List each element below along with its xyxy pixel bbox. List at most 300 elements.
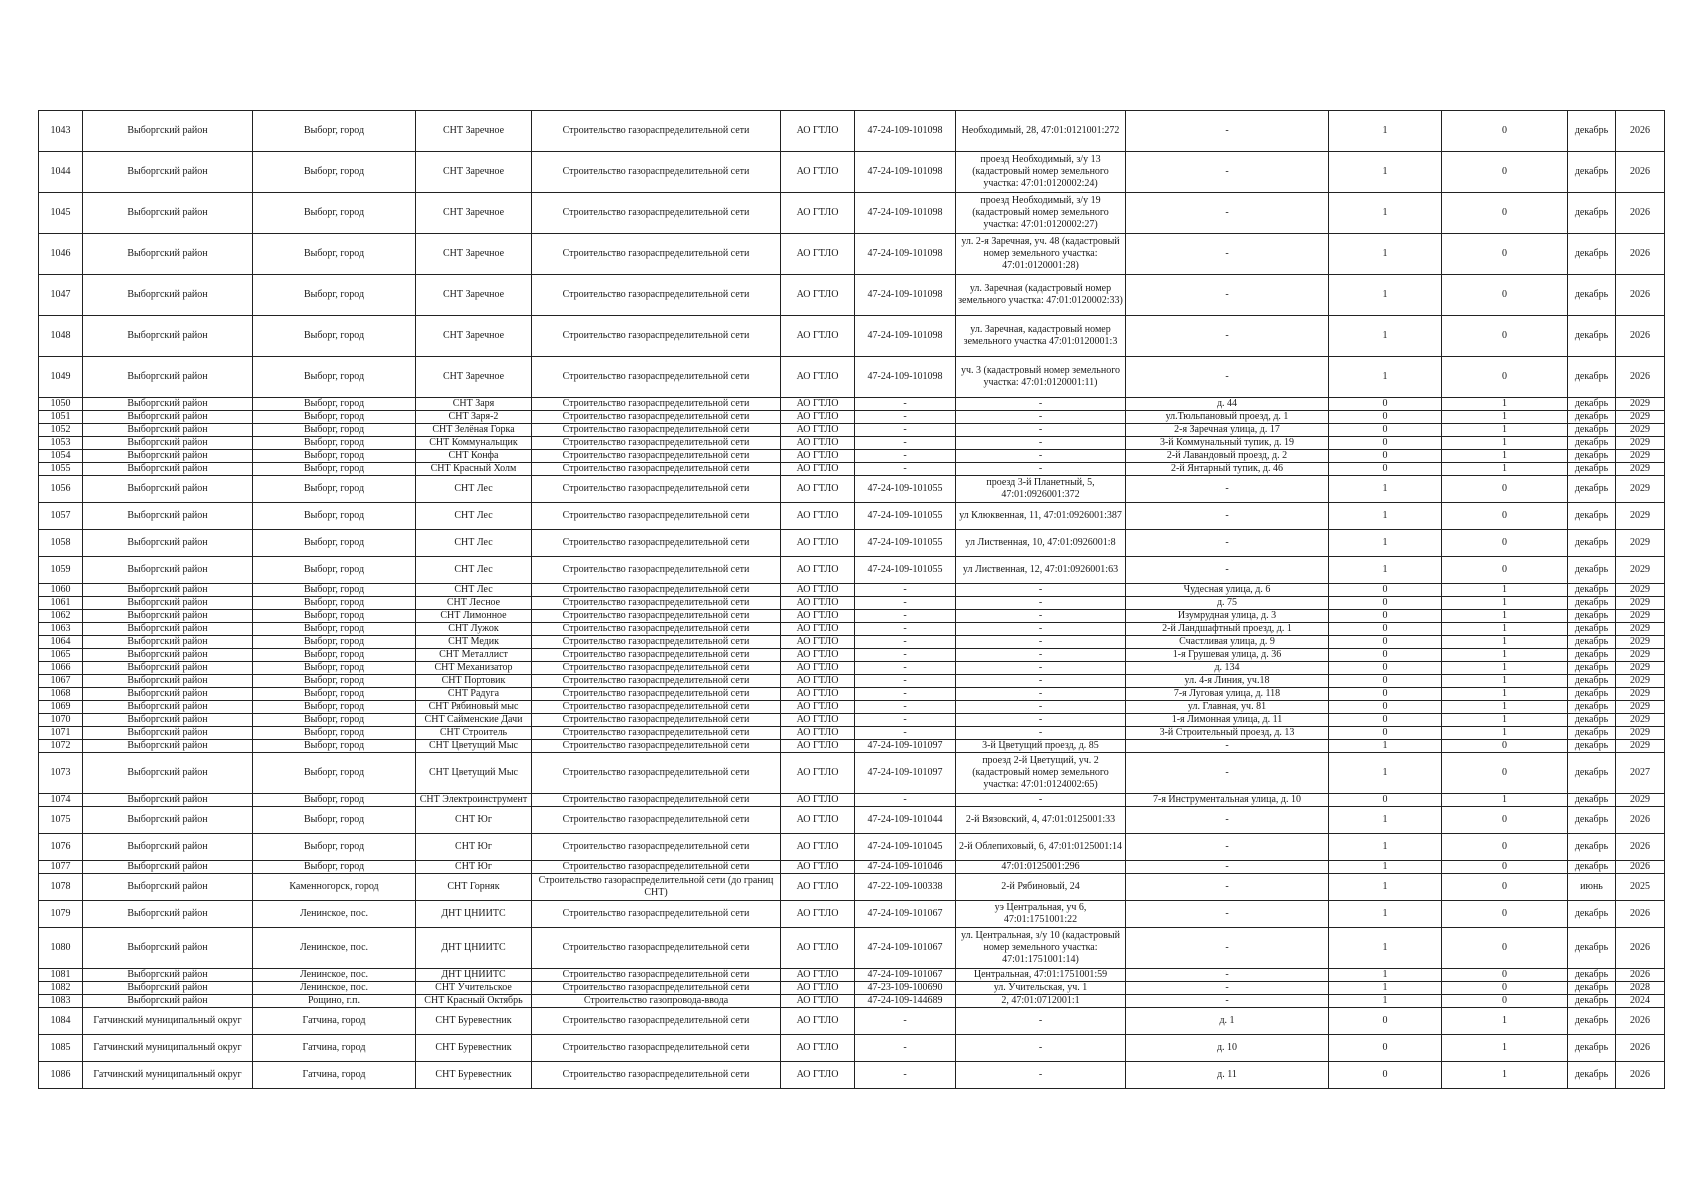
table-row [39, 398, 1665, 411]
cell-month: июнь [1568, 874, 1616, 901]
cell-snt-name: ДНТ ЦНИИТС [416, 928, 532, 969]
cell-tu-number: - [855, 584, 956, 597]
cell-work-type: Строительство газораспределительной сети [532, 794, 781, 807]
cell-month: декабрь [1568, 503, 1616, 530]
table-row [39, 557, 1665, 584]
table-row [39, 982, 1665, 995]
cell-count-b: 0 [1442, 152, 1568, 193]
table-row [39, 111, 1665, 152]
table-row [39, 727, 1665, 740]
cell-settlement: Выборг, город [253, 753, 416, 794]
cell-count-b: 0 [1442, 807, 1568, 834]
cell-count-b: 1 [1442, 649, 1568, 662]
cell-row-number: 1045 [39, 193, 83, 234]
cell-tu-number: - [855, 424, 956, 437]
cell-cadastral-address: - [956, 610, 1126, 623]
cell-cadastral-address: - [956, 727, 1126, 740]
cell-tu-number: - [855, 649, 956, 662]
cell-snt-name: СНТ Лес [416, 557, 532, 584]
cell-cadastral-address: - [956, 411, 1126, 424]
cell-tu-number: 47-24-109-101097 [855, 740, 956, 753]
cell-year: 2029 [1616, 794, 1665, 807]
cell-count-a: 0 [1329, 714, 1442, 727]
cell-count-b: 1 [1442, 794, 1568, 807]
cell-cadastral-address: - [956, 424, 1126, 437]
cell-tu-number: - [855, 1062, 956, 1089]
cell-work-type: Строительство газораспределительной сети [532, 152, 781, 193]
cell-year: 2029 [1616, 727, 1665, 740]
cell-row-number: 1060 [39, 584, 83, 597]
table-row [39, 1062, 1665, 1089]
cell-organization: АО ГТЛО [781, 1008, 855, 1035]
cell-settlement: Выборг, город [253, 740, 416, 753]
cell-row-number: 1083 [39, 995, 83, 1008]
table-row [39, 928, 1665, 969]
cell-year: 2029 [1616, 701, 1665, 714]
cell-cadastral-address: - [956, 1062, 1126, 1089]
cell-count-a: 1 [1329, 316, 1442, 357]
cell-work-type: Строительство газораспределительной сети [532, 357, 781, 398]
cell-count-a: 0 [1329, 463, 1442, 476]
cell-address: - [1126, 982, 1329, 995]
cell-settlement: Выборг, город [253, 424, 416, 437]
cell-month: декабрь [1568, 1062, 1616, 1089]
cell-work-type: Строительство газораспределительной сети [532, 610, 781, 623]
table-row [39, 411, 1665, 424]
cell-work-type: Строительство газораспределительной сети [532, 701, 781, 714]
cell-cadastral-address: ул. Заречная, кадастровый номер земельного участка 47:01:0120001:3 [956, 316, 1126, 357]
cell-address: д. 1 [1126, 1008, 1329, 1035]
cell-settlement: Выборг, город [253, 152, 416, 193]
cell-count-a: 1 [1329, 861, 1442, 874]
cell-district: Выборгский район [83, 463, 253, 476]
cell-tu-number: - [855, 411, 956, 424]
cell-count-b: 0 [1442, 753, 1568, 794]
cell-tu-number: - [855, 1035, 956, 1062]
cell-cadastral-address: ул. Центральная, з/у 10 (кадастровый номер земельного участка: 47:01:1751001:14) [956, 928, 1126, 969]
cell-settlement: Выборг, город [253, 727, 416, 740]
cell-tu-number: 47-24-109-101067 [855, 969, 956, 982]
cell-organization: АО ГТЛО [781, 398, 855, 411]
cell-work-type: Строительство газораспределительной сети [532, 584, 781, 597]
cell-month: декабрь [1568, 275, 1616, 316]
cell-year: 2029 [1616, 557, 1665, 584]
cell-year: 2026 [1616, 1062, 1665, 1089]
cell-year: 2029 [1616, 463, 1665, 476]
cell-count-b: 0 [1442, 530, 1568, 557]
cell-work-type: Строительство газораспределительной сети [532, 982, 781, 995]
cell-address: - [1126, 275, 1329, 316]
cell-count-a: 1 [1329, 740, 1442, 753]
cell-count-b: 1 [1442, 727, 1568, 740]
cell-count-b: 1 [1442, 675, 1568, 688]
cell-count-a: 0 [1329, 584, 1442, 597]
cell-settlement: Ленинское, пос. [253, 901, 416, 928]
cell-work-type: Строительство газораспределительной сети [532, 597, 781, 610]
cell-work-type: Строительство газораспределительной сети [532, 234, 781, 275]
cell-count-a: 0 [1329, 649, 1442, 662]
cell-settlement: Выборг, город [253, 834, 416, 861]
cell-settlement: Выборг, город [253, 316, 416, 357]
cell-district: Выборгский район [83, 834, 253, 861]
cell-address: - [1126, 740, 1329, 753]
table-row [39, 450, 1665, 463]
cell-snt-name: СНТ Лужок [416, 623, 532, 636]
cell-year: 2026 [1616, 861, 1665, 874]
cell-month: декабрь [1568, 636, 1616, 649]
cell-year: 2029 [1616, 411, 1665, 424]
cell-district: Выборгский район [83, 503, 253, 530]
table-row [39, 610, 1665, 623]
cell-snt-name: СНТ Механизатор [416, 662, 532, 675]
cell-row-number: 1053 [39, 437, 83, 450]
cell-month: декабрь [1568, 597, 1616, 610]
cell-organization: АО ГТЛО [781, 753, 855, 794]
cell-count-a: 0 [1329, 688, 1442, 701]
cell-count-a: 0 [1329, 701, 1442, 714]
table-row [39, 675, 1665, 688]
cell-month: декабрь [1568, 675, 1616, 688]
cell-settlement: Рощино, г.п. [253, 995, 416, 1008]
cell-settlement: Гатчина, город [253, 1062, 416, 1089]
cell-address: - [1126, 753, 1329, 794]
cell-year: 2029 [1616, 662, 1665, 675]
cell-count-b: 1 [1442, 1008, 1568, 1035]
cell-snt-name: СНТ Строитель [416, 727, 532, 740]
table-row [39, 636, 1665, 649]
cell-organization: АО ГТЛО [781, 316, 855, 357]
cell-row-number: 1052 [39, 424, 83, 437]
cell-district: Выборгский район [83, 152, 253, 193]
cell-year: 2029 [1616, 740, 1665, 753]
cell-district: Выборгский район [83, 636, 253, 649]
cell-snt-name: СНТ Заря-2 [416, 411, 532, 424]
cell-row-number: 1072 [39, 740, 83, 753]
cell-count-a: 0 [1329, 424, 1442, 437]
cell-snt-name: СНТ Заречное [416, 152, 532, 193]
cell-month: декабрь [1568, 662, 1616, 675]
cell-organization: АО ГТЛО [781, 874, 855, 901]
cell-organization: АО ГТЛО [781, 234, 855, 275]
cell-cadastral-address: - [956, 584, 1126, 597]
cell-cadastral-address: - [956, 623, 1126, 636]
cell-count-b: 1 [1442, 1062, 1568, 1089]
cell-count-b: 1 [1442, 450, 1568, 463]
cell-count-a: 1 [1329, 834, 1442, 861]
cell-year: 2026 [1616, 901, 1665, 928]
cell-month: декабрь [1568, 753, 1616, 794]
cell-cadastral-address: ул Клюквенная, 11, 47:01:0926001:387 [956, 503, 1126, 530]
table-row [39, 463, 1665, 476]
cell-count-b: 1 [1442, 597, 1568, 610]
cell-row-number: 1080 [39, 928, 83, 969]
cell-work-type: Строительство газораспределительной сети [532, 901, 781, 928]
cell-work-type: Строительство газораспределительной сети [532, 928, 781, 969]
cell-organization: АО ГТЛО [781, 111, 855, 152]
cell-work-type: Строительство газораспределительной сети [532, 675, 781, 688]
cell-tu-number: 47-24-109-101098 [855, 111, 956, 152]
cell-row-number: 1043 [39, 111, 83, 152]
cell-row-number: 1068 [39, 688, 83, 701]
table-row [39, 316, 1665, 357]
cell-month: декабрь [1568, 557, 1616, 584]
cell-tu-number: 47-22-109-100338 [855, 874, 956, 901]
cell-month: декабрь [1568, 982, 1616, 995]
cell-district: Выборгский район [83, 874, 253, 901]
cell-snt-name: СНТ Заречное [416, 193, 532, 234]
cell-year: 2029 [1616, 649, 1665, 662]
cell-year: 2029 [1616, 636, 1665, 649]
cell-snt-name: СНТ Металлист [416, 649, 532, 662]
cell-year: 2026 [1616, 152, 1665, 193]
cell-address: - [1126, 234, 1329, 275]
cell-organization: АО ГТЛО [781, 995, 855, 1008]
cell-work-type: Строительство газораспределительной сети [532, 111, 781, 152]
cell-tu-number: 47-24-109-101098 [855, 316, 956, 357]
cell-count-b: 1 [1442, 411, 1568, 424]
cell-month: декабрь [1568, 152, 1616, 193]
cell-district: Выборгский район [83, 357, 253, 398]
cell-address: - [1126, 152, 1329, 193]
table-row [39, 1035, 1665, 1062]
table-row [39, 424, 1665, 437]
table-row [39, 834, 1665, 861]
cell-count-a: 0 [1329, 675, 1442, 688]
cell-count-b: 0 [1442, 476, 1568, 503]
cell-work-type: Строительство газораспределительной сети [532, 530, 781, 557]
cell-year: 2026 [1616, 357, 1665, 398]
cell-tu-number: - [855, 688, 956, 701]
cell-address: - [1126, 476, 1329, 503]
cell-cadastral-address: ул Лиственная, 10, 47:01:0926001:8 [956, 530, 1126, 557]
cell-address: - [1126, 928, 1329, 969]
cell-month: декабрь [1568, 111, 1616, 152]
cell-work-type: Строительство газораспределительной сети [532, 740, 781, 753]
cell-month: декабрь [1568, 610, 1616, 623]
cell-count-b: 0 [1442, 357, 1568, 398]
cell-tu-number: - [855, 1008, 956, 1035]
cell-row-number: 1066 [39, 662, 83, 675]
cell-organization: АО ГТЛО [781, 463, 855, 476]
cell-row-number: 1067 [39, 675, 83, 688]
cell-cadastral-address: проезд 3-й Планетный, 5, 47:01:0926001:372 [956, 476, 1126, 503]
cell-row-number: 1070 [39, 714, 83, 727]
cell-row-number: 1051 [39, 411, 83, 424]
cell-month: декабрь [1568, 437, 1616, 450]
cell-organization: АО ГТЛО [781, 649, 855, 662]
cell-settlement: Выборг, город [253, 398, 416, 411]
cell-month: декабрь [1568, 1008, 1616, 1035]
cell-tu-number: 47-24-109-101055 [855, 557, 956, 584]
cell-row-number: 1085 [39, 1035, 83, 1062]
cell-count-b: 1 [1442, 463, 1568, 476]
cell-count-b: 0 [1442, 316, 1568, 357]
cell-tu-number: 47-24-109-101098 [855, 357, 956, 398]
cell-year: 2029 [1616, 530, 1665, 557]
cell-snt-name: СНТ Цветущий Мыс [416, 740, 532, 753]
cell-snt-name: СНТ Коммунальщик [416, 437, 532, 450]
table-row [39, 662, 1665, 675]
cell-year: 2029 [1616, 437, 1665, 450]
cell-district: Выборгский район [83, 649, 253, 662]
cell-district: Выборгский район [83, 597, 253, 610]
cell-organization: АО ГТЛО [781, 794, 855, 807]
cell-organization: АО ГТЛО [781, 928, 855, 969]
cell-district: Выборгский район [83, 437, 253, 450]
cell-count-b: 0 [1442, 901, 1568, 928]
table-row [39, 152, 1665, 193]
cell-address: - [1126, 557, 1329, 584]
cell-settlement: Выборг, город [253, 111, 416, 152]
cell-district: Выборгский район [83, 476, 253, 503]
cell-cadastral-address: проезд Необходимый, з/у 19 (кадастровый номер земельного участка: 47:01:0120002:27) [956, 193, 1126, 234]
cell-cadastral-address: 2-й Облепиховый, 6, 47:01:0125001:14 [956, 834, 1126, 861]
cell-count-a: 0 [1329, 1062, 1442, 1089]
table-body [39, 111, 1665, 1089]
table-row [39, 437, 1665, 450]
cell-address: - [1126, 503, 1329, 530]
cell-count-a: 1 [1329, 807, 1442, 834]
cell-settlement: Каменногорск, город [253, 874, 416, 901]
cell-year: 2029 [1616, 688, 1665, 701]
cell-address: д. 11 [1126, 1062, 1329, 1089]
cell-settlement: Выборг, город [253, 675, 416, 688]
table-row [39, 701, 1665, 714]
cell-work-type: Строительство газораспределительной сети [532, 193, 781, 234]
cell-count-a: 1 [1329, 753, 1442, 794]
cell-row-number: 1061 [39, 597, 83, 610]
cell-address: - [1126, 316, 1329, 357]
cell-cadastral-address: 2-й Вязовский, 4, 47:01:0125001:33 [956, 807, 1126, 834]
cell-row-number: 1049 [39, 357, 83, 398]
cell-count-b: 0 [1442, 557, 1568, 584]
cell-work-type: Строительство газораспределительной сети [532, 649, 781, 662]
cell-month: декабрь [1568, 463, 1616, 476]
cell-cadastral-address: ул. 2-я Заречная, уч. 48 (кадастровый номер земельного участка: 47:01:0120001:28) [956, 234, 1126, 275]
cell-cadastral-address: - [956, 688, 1126, 701]
cell-month: декабрь [1568, 424, 1616, 437]
cell-count-b: 0 [1442, 193, 1568, 234]
cell-cadastral-address: - [956, 649, 1126, 662]
cell-settlement: Ленинское, пос. [253, 928, 416, 969]
cell-organization: АО ГТЛО [781, 636, 855, 649]
cell-settlement: Выборг, город [253, 807, 416, 834]
cell-tu-number: 47-23-109-100690 [855, 982, 956, 995]
cell-cadastral-address: 2, 47:01:0712001:1 [956, 995, 1126, 1008]
cell-address: - [1126, 901, 1329, 928]
cell-count-a: 0 [1329, 727, 1442, 740]
cell-district: Выборгский район [83, 234, 253, 275]
cell-district: Гатчинский муниципальный округ [83, 1008, 253, 1035]
cell-month: декабрь [1568, 398, 1616, 411]
cell-district: Выборгский район [83, 794, 253, 807]
cell-month: декабрь [1568, 1035, 1616, 1062]
cell-count-a: 0 [1329, 623, 1442, 636]
cell-organization: АО ГТЛО [781, 610, 855, 623]
cell-organization: АО ГТЛО [781, 424, 855, 437]
cell-settlement: Выборг, город [253, 530, 416, 557]
cell-address: - [1126, 807, 1329, 834]
cell-count-b: 1 [1442, 714, 1568, 727]
cell-organization: АО ГТЛО [781, 503, 855, 530]
cell-count-b: 1 [1442, 584, 1568, 597]
cell-work-type: Строительство газораспределительной сети [532, 398, 781, 411]
cell-count-b: 1 [1442, 610, 1568, 623]
cell-work-type: Строительство газораспределительной сети [532, 1062, 781, 1089]
cell-row-number: 1054 [39, 450, 83, 463]
table-row [39, 530, 1665, 557]
cell-settlement: Выборг, город [253, 623, 416, 636]
cell-tu-number: 47-24-109-101098 [855, 275, 956, 316]
cell-work-type: Строительство газораспределительной сети [532, 636, 781, 649]
cell-snt-name: СНТ Лес [416, 476, 532, 503]
cell-snt-name: СНТ Красный Октябрь [416, 995, 532, 1008]
cell-row-number: 1076 [39, 834, 83, 861]
cell-row-number: 1044 [39, 152, 83, 193]
cell-district: Выборгский район [83, 623, 253, 636]
cell-row-number: 1079 [39, 901, 83, 928]
cell-work-type: Строительство газораспределительной сети [532, 275, 781, 316]
cell-month: декабрь [1568, 688, 1616, 701]
cell-district: Выборгский район [83, 450, 253, 463]
cell-district: Выборгский район [83, 424, 253, 437]
cell-tu-number: - [855, 636, 956, 649]
cell-address: Изумрудная улица, д. 3 [1126, 610, 1329, 623]
cell-organization: АО ГТЛО [781, 450, 855, 463]
cell-organization: АО ГТЛО [781, 152, 855, 193]
cell-settlement: Выборг, город [253, 649, 416, 662]
cell-cadastral-address: - [956, 701, 1126, 714]
cell-count-a: 1 [1329, 557, 1442, 584]
cell-address: д. 10 [1126, 1035, 1329, 1062]
cell-count-a: 1 [1329, 111, 1442, 152]
cell-cadastral-address: Центральная, 47:01:1751001:59 [956, 969, 1126, 982]
cell-cadastral-address: Необходимый, 28, 47:01:0121001:272 [956, 111, 1126, 152]
cell-organization: АО ГТЛО [781, 193, 855, 234]
table-row [39, 584, 1665, 597]
cell-settlement: Выборг, город [253, 437, 416, 450]
cell-count-a: 0 [1329, 636, 1442, 649]
cell-row-number: 1073 [39, 753, 83, 794]
cell-address: - [1126, 357, 1329, 398]
cell-work-type: Строительство газораспределительной сети [532, 316, 781, 357]
cell-month: декабрь [1568, 193, 1616, 234]
cell-count-a: 0 [1329, 662, 1442, 675]
cell-organization: АО ГТЛО [781, 1062, 855, 1089]
table-row [39, 714, 1665, 727]
cell-address: 2-й Янтарный тупик, д. 46 [1126, 463, 1329, 476]
cell-settlement: Выборг, город [253, 234, 416, 275]
cell-organization: АО ГТЛО [781, 275, 855, 316]
cell-settlement: Выборг, город [253, 193, 416, 234]
cell-snt-name: СНТ Красный Холм [416, 463, 532, 476]
cell-month: декабрь [1568, 834, 1616, 861]
cell-month: декабрь [1568, 901, 1616, 928]
cell-count-a: 0 [1329, 794, 1442, 807]
cell-organization: АО ГТЛО [781, 834, 855, 861]
table-row [39, 623, 1665, 636]
cell-district: Выборгский район [83, 557, 253, 584]
cell-address: - [1126, 874, 1329, 901]
cell-row-number: 1064 [39, 636, 83, 649]
cell-year: 2026 [1616, 275, 1665, 316]
cell-cadastral-address: - [956, 398, 1126, 411]
table-row [39, 357, 1665, 398]
cell-address: - [1126, 969, 1329, 982]
table-row [39, 969, 1665, 982]
cell-work-type: Строительство газораспределительной сети [532, 688, 781, 701]
cell-snt-name: СНТ Заречное [416, 234, 532, 275]
